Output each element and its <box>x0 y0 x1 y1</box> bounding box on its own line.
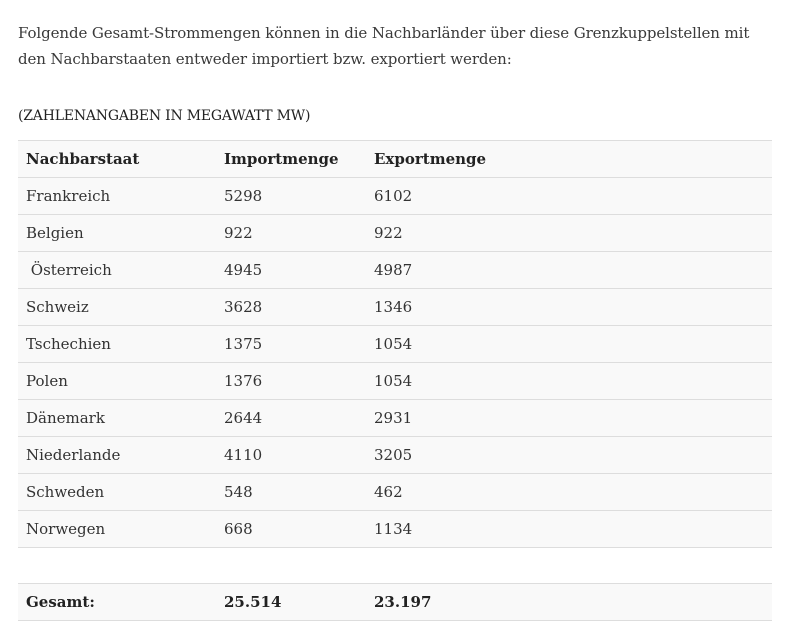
total-export: 23.197 <box>366 584 772 621</box>
spacer-cell <box>216 548 366 584</box>
cell-import: 548 <box>216 474 366 511</box>
table-row <box>18 400 772 437</box>
table-row <box>18 289 772 326</box>
cell-export: 922 <box>366 215 772 252</box>
table-row <box>18 326 772 363</box>
table-row <box>18 178 772 215</box>
cell-export: 1054 <box>366 363 772 400</box>
table-row <box>18 474 772 511</box>
spacer-cell <box>18 548 216 584</box>
cell-country: Belgien <box>18 215 216 252</box>
cell-country: Schweiz <box>18 289 216 326</box>
table-row <box>18 511 772 548</box>
unit-note: (ZAHLENANGABEN IN MEGAWATT MW) <box>18 108 311 124</box>
cell-country: Norwegen <box>18 511 216 548</box>
cell-import: 4945 <box>216 252 366 289</box>
table-header-row <box>18 141 772 178</box>
cell-export: 3205 <box>366 437 772 474</box>
cell-export: 4987 <box>366 252 772 289</box>
table-spacer-row <box>18 548 772 584</box>
cell-import: 668 <box>216 511 366 548</box>
cell-export: 462 <box>366 474 772 511</box>
table-row <box>18 252 772 289</box>
header-nachbarstaat: Nachbarstaat <box>18 141 216 178</box>
cell-export: 6102 <box>366 178 772 215</box>
cell-import: 922 <box>216 215 366 252</box>
total-import: 25.514 <box>216 584 366 621</box>
spacer-cell <box>366 548 772 584</box>
cell-export: 2931 <box>366 400 772 437</box>
cell-export: 1134 <box>366 511 772 548</box>
table-total-row <box>18 584 772 621</box>
cell-country: Niederlande <box>18 437 216 474</box>
article-content <box>18 0 772 621</box>
cell-import: 1375 <box>216 326 366 363</box>
cell-export: 1054 <box>366 326 772 363</box>
cell-import: 2644 <box>216 400 366 437</box>
table-row <box>18 363 772 400</box>
cell-country: Tschechien <box>18 326 216 363</box>
cell-import: 5298 <box>216 178 366 215</box>
table-row <box>18 215 772 252</box>
exchange-capacity-table <box>18 140 772 621</box>
intro-paragraph: Folgende Gesamt-Strommengen können in die Nachbarländer über diese Grenzkuppelstellen mit den Nachbarstaaten entweder importiert bzw. exportiert werden: <box>18 24 750 68</box>
cell-import: 3628 <box>216 289 366 326</box>
cell-export: 1346 <box>366 289 772 326</box>
cell-country: Polen <box>18 363 216 400</box>
cell-country: Schweden <box>18 474 216 511</box>
total-label: Gesamt: <box>18 584 216 621</box>
cell-country: Dänemark <box>18 400 216 437</box>
table-row <box>18 437 772 474</box>
cell-country: Frankreich <box>18 178 216 215</box>
header-exportmenge: Exportmenge <box>366 141 772 178</box>
cell-country: Österreich <box>18 252 216 289</box>
cell-import: 1376 <box>216 363 366 400</box>
cell-import: 4110 <box>216 437 366 474</box>
header-importmenge: Importmenge <box>216 141 366 178</box>
